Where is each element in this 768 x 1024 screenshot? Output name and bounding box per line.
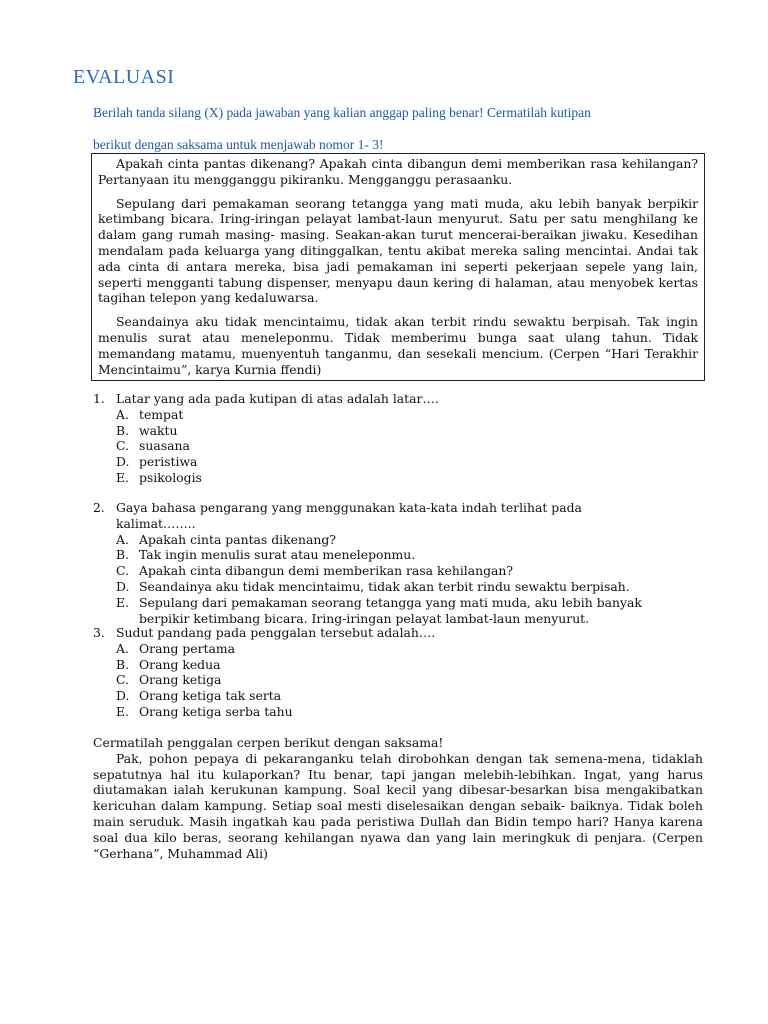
option-c[interactable] <box>116 563 653 579</box>
option-text: psikologis <box>139 469 202 485</box>
option-text: Orang ketiga serba tahu <box>139 703 293 719</box>
option-letter: E. <box>116 469 129 485</box>
option-letter: C. <box>116 438 129 454</box>
option-text: suasana <box>139 438 190 454</box>
question-number: 3. <box>93 625 105 640</box>
question-number: 1. <box>93 391 105 406</box>
option-text: Seandainya aku tidak mencintaimu, tidak akan terbit rindu sewaktu berpisah. <box>139 578 630 594</box>
option-c[interactable] <box>116 438 653 454</box>
option-letter: D. <box>116 688 130 704</box>
instruction-line-2: berikut dengan saksama untuk menjawab nomor 1- 3! <box>93 137 384 152</box>
option-text: Sepulang dari pemakaman seorang tetangga yang mati muda, aku lebih banyak berpikir ketimbang bicara. Iring-iringan pelayat lambat-laun menyurut. <box>139 594 642 626</box>
question-text: Sudut pandang pada penggalan tersebut adalah…. <box>116 625 436 640</box>
option-b[interactable] <box>116 547 653 563</box>
option-text: peristiwa <box>139 454 198 470</box>
option-letter: B. <box>116 422 130 438</box>
option-a[interactable] <box>116 532 653 548</box>
excerpt-paragraph: Sepulang dari pemakaman seorang tetangga yang mati muda, aku lebih banyak berpikir ketimbang bicara. Iring-iringan pelayat lambat-laun menyurut. Satu per satu menghilang ke dalam gang rumah masing- masing. Seakan-akan turut mencerai-beraikan jiwaku. Kesedihan mendalam pada keluarga yang ditinggalkan, tentu akibat mereka saling mencintai. Andai tak ada cinta di antara mereka, bisa jadi pemakaman ini seperti pekerjaan sepele yang lain, seperti mengganti tabung dispenser, menyapu daun kering di halaman, atau menyobek kertas tagihan telepon yang kedaluwarsa. <box>98 195 698 306</box>
option-letter: A. <box>116 531 129 547</box>
excerpt-paragraph: Pak, pohon pepaya di pekaranganku telah dirobohkan dengan tak semena-mena, tidaklah sepatutnya hal itu kulaporkan? Itu benar, tapi jangan melebih-lebihkan. Ingat, yang harus diutamakan ialah kerukunan kampung. Soal kecil yang dibesar-besarkan bisa mengakibatkan kericuhan dalam kampung. Setiap soal mesti diselesaikan dengan sebaik- baiknya. Tidak boleh main seruduk. Masih ingatkah kau pada peristiwa Dullah dan Bidin tempo hari? Hanya karena soal dua kilo beras, seorang kehilangan nyawa dan yang lain meringkuk di penjara. (Cerpen “Gerhana”, Muhammad Ali) <box>93 750 703 861</box>
option-letter: C. <box>116 563 129 579</box>
question-text: Gaya bahasa pengarang yang menggunakan kata-kata indah terlihat pada kalimat…….. <box>116 500 582 531</box>
option-text: tempat <box>139 406 184 422</box>
option-e[interactable] <box>116 470 653 486</box>
question-number: 2. <box>93 500 105 515</box>
option-a[interactable] <box>116 641 653 657</box>
option-letter: B. <box>116 547 130 563</box>
question-2 <box>93 500 653 626</box>
option-text: Orang ketiga tak serta <box>139 688 282 704</box>
option-b[interactable] <box>116 423 653 439</box>
option-text: Orang pertama <box>139 640 236 656</box>
option-letter: A. <box>116 640 129 656</box>
option-text: Apakah cinta dibangun demi memberikan rasa kehilangan? <box>139 563 514 579</box>
option-b[interactable] <box>116 657 653 673</box>
instruction-line-1: Berilah tanda silang (X) pada jawaban yang kalian anggap paling benar! Cermatilah kutipan <box>93 105 591 120</box>
option-text: Apakah cinta pantas dikenang? <box>139 531 336 547</box>
excerpt-box <box>91 153 705 381</box>
question-3 <box>93 625 653 720</box>
option-d[interactable] <box>116 688 653 704</box>
option-e[interactable] <box>116 704 653 720</box>
option-e[interactable] <box>116 595 653 627</box>
excerpt-paragraph: Seandainya aku tidak mencintaimu, tidak akan terbit rindu sewaktu berpisah. Tak ingin menulis surat atau meneleponmu. Tidak memberimu bunga saat ulang tahun. Tidak memandang matamu, muenyentuh tanganmu, dan sesekali mencium. (Cerpen “Hari Terakhir Mencintaimu”, karya Kurnia ffendi) <box>98 314 698 377</box>
option-letter: E. <box>116 703 129 719</box>
option-a[interactable] <box>116 407 653 423</box>
question-1 <box>93 391 653 486</box>
page-title: EVALUASI <box>73 66 175 88</box>
option-c[interactable] <box>116 672 653 688</box>
question-text: Latar yang ada pada kutipan di atas adalah latar…. <box>116 391 439 406</box>
option-letter: A. <box>116 406 129 422</box>
option-text: Orang kedua <box>139 656 221 672</box>
option-letter: D. <box>116 578 130 594</box>
section-intro: Cermatilah penggalan cerpen berikut dengan saksama! <box>93 735 444 750</box>
second-excerpt-section <box>93 735 703 861</box>
option-text: waktu <box>139 422 178 438</box>
option-text: Orang ketiga <box>139 672 222 688</box>
option-d[interactable] <box>116 454 653 470</box>
option-letter: D. <box>116 454 130 470</box>
excerpt-paragraph: Apakah cinta pantas dikenang? Apakah cinta dibangun demi memberikan rasa kehilangan? Pertanyaan itu mengganggu pikiranku. Mengganggu perasaanku. <box>98 156 698 187</box>
option-text: Tak ingin menulis surat atau meneleponmu. <box>139 547 416 563</box>
option-letter: B. <box>116 656 130 672</box>
option-d[interactable] <box>116 579 653 595</box>
option-letter: C. <box>116 672 129 688</box>
option-letter: E. <box>116 594 129 610</box>
